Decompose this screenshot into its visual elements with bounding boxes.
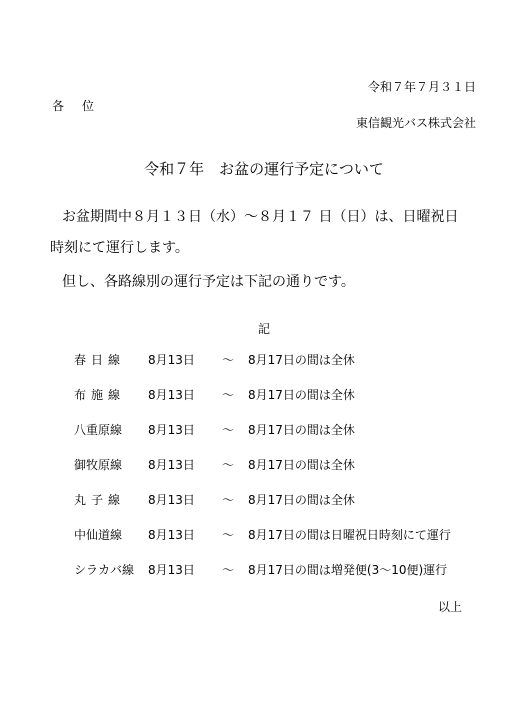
- route-name: 中仙道線: [74, 528, 123, 542]
- route-detail: 8月17日の間は全休: [248, 493, 355, 507]
- route-detail: 8月17日の間は全休: [248, 423, 355, 437]
- route-range-separator: ～: [222, 493, 235, 507]
- ki-heading: 記: [257, 322, 270, 336]
- route-start-date: 8月13日: [148, 528, 195, 542]
- route-detail: 8月17日の間は全休: [248, 388, 355, 402]
- route-start-date: 8月13日: [148, 353, 195, 367]
- route-start-date: 8月13日: [148, 388, 195, 402]
- addressee: 各位: [52, 99, 113, 113]
- route-name: シラカバ線: [74, 563, 135, 577]
- route-detail: 8月17日の間は全休: [248, 353, 355, 367]
- route-detail: 8月17日の間は日曜祝日時刻にて運行: [248, 528, 451, 542]
- route-name: 八重原線: [74, 423, 123, 437]
- notice-title: 令和７年 お盆の運行予定について: [144, 160, 384, 178]
- route-range-separator: ～: [222, 353, 235, 367]
- route-start-date: 8月13日: [148, 563, 195, 577]
- body-paragraph-line-3: 但し、各路線別の運行予定は下記の通りです。: [62, 274, 355, 290]
- body-paragraph-line-1: お盆期間中８月１３日（水）～８月１７ 日（日）は、日曜祝日: [62, 209, 459, 225]
- route-range-separator: ～: [222, 423, 235, 437]
- route-detail: 8月17日の間は増発便(3～10便)運行: [248, 563, 448, 577]
- route-range-separator: ～: [222, 563, 235, 577]
- route-name: 布施線: [74, 388, 126, 402]
- route-detail: 8月17日の間は全休: [248, 458, 355, 472]
- body-paragraph-line-2: 時刻にて運行します。: [50, 240, 189, 256]
- route-range-separator: ～: [222, 388, 235, 402]
- closing-mark: 以上: [437, 600, 462, 614]
- route-name: 丸子線: [74, 493, 126, 507]
- company-name: 東信観光バス株式会社: [355, 116, 476, 130]
- route-start-date: 8月13日: [148, 458, 195, 472]
- route-range-separator: ～: [222, 458, 235, 472]
- route-range-separator: ～: [222, 528, 235, 542]
- route-name: 春日線: [74, 353, 126, 367]
- route-start-date: 8月13日: [148, 423, 195, 437]
- notice-date: 令和７年７月３１日: [367, 80, 476, 94]
- route-name: 御牧原線: [74, 458, 123, 472]
- route-start-date: 8月13日: [148, 493, 195, 507]
